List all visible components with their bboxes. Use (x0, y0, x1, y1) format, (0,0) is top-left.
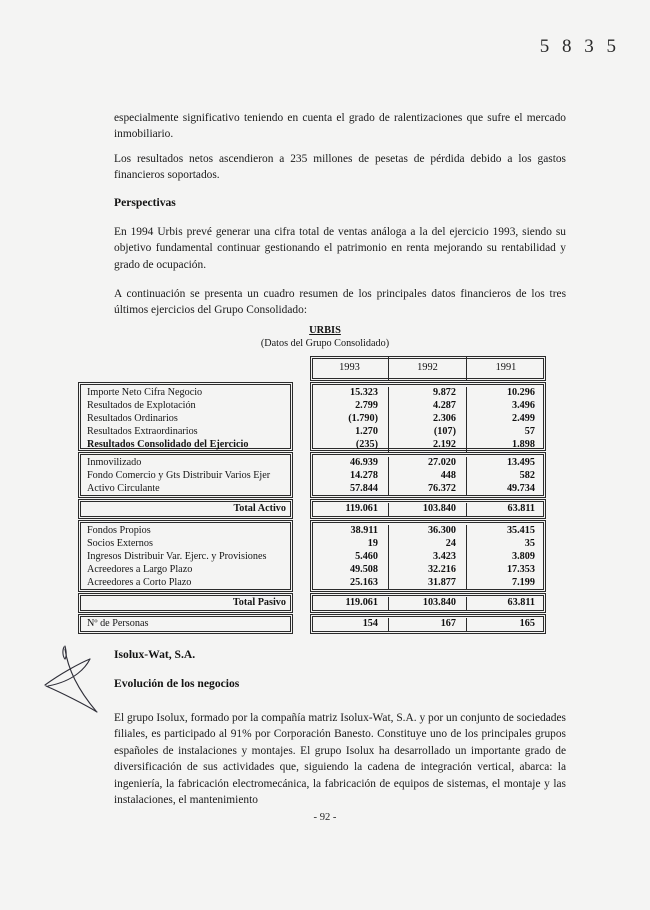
row-label-total-activo: Total Activo (233, 503, 286, 514)
handwritten-margin-mark-icon (42, 641, 114, 719)
label-group-activo (78, 452, 293, 498)
cell-1992: 103.840 (389, 597, 467, 610)
table-row (311, 470, 545, 483)
cell-1991: 10.296 (506, 387, 535, 398)
row-label-importe-neto: Importe Neto Cifra Negocio (87, 387, 203, 398)
cell-1993: 2.799 (311, 400, 389, 413)
cell-1992: 448 (389, 470, 467, 483)
row-label-socios-externos: Socios Externos (87, 537, 153, 549)
table-title-text: URBIS (309, 325, 341, 336)
cell-1993: 19 (311, 538, 389, 551)
row-label-fondo-comercio: Fondo Comercio y Gts Distribuir Varios Ejer (87, 469, 271, 481)
cell-1991: 1.898 (512, 438, 535, 450)
table-row (311, 426, 545, 439)
paragraph-mercado-inmobiliario: especialmente significativo teniendo en cuenta el grado de ralentizaciones que sufre el mercado inmobiliario. (114, 112, 566, 141)
row-label-total-pasivo: Total Pasivo (232, 597, 286, 608)
table-row (311, 483, 545, 496)
table-row (311, 413, 545, 426)
table-subtitle: (Datos del Grupo Consolidado) (260, 338, 390, 349)
label-group-pasivo (78, 520, 293, 592)
cell-1993: 119.061 (311, 503, 389, 516)
row-label-resultados-consolidado: Resultados Consolidado del Ejercicio (87, 438, 249, 450)
table-row (311, 400, 545, 413)
row-label-inmovilizado: Inmovilizado (87, 457, 142, 468)
label-total-pasivo (78, 593, 293, 613)
table-row (311, 564, 545, 577)
cell-1992: 103.840 (389, 503, 467, 516)
table-row (311, 551, 545, 564)
label-total-activo (78, 499, 293, 519)
cell-1993: 38.911 (311, 525, 389, 538)
table-header-row (310, 356, 546, 381)
cell-1993: 119.061 (311, 597, 389, 610)
cell-1993: 46.939 (311, 457, 389, 470)
cell-1992: 31.877 (389, 577, 467, 590)
cell-1991: 582 (519, 469, 535, 481)
table-row (311, 503, 545, 516)
paragraph-cuadro-resumen: A continuación se presenta un cuadro resumen de los principales datos financieros de los tres últimos ejercicios del Grupo Consolidado: (114, 288, 566, 317)
cell-1992: (107) (389, 426, 467, 439)
heading-evolucion-negocios: Evolución de los negocios (114, 677, 240, 690)
cell-1992: 24 (389, 538, 467, 551)
cell-1993: 15.323 (311, 387, 389, 400)
row-label-ingresos-distribuir: Ingresos Distribuir Var. Ejerc. y Provisiones (87, 550, 267, 562)
row-label-resultados-ordinarios: Resultados Ordinarios (87, 412, 178, 424)
label-numero-personas (78, 614, 293, 634)
row-label-resultados-explotacion: Resultados de Explotación (87, 399, 196, 411)
table-row (311, 457, 545, 470)
archive-stamp-number: 5 8 3 5 (539, 36, 620, 57)
cell-1992: 4.287 (389, 400, 467, 413)
cell-1991: 165 (519, 618, 535, 629)
page-folio-number: - 92 - (313, 812, 337, 823)
cell-1992: 2.306 (389, 413, 467, 426)
column-header-1992: 1992 (389, 357, 467, 380)
table-row (311, 439, 545, 452)
values-total-pasivo (310, 593, 546, 613)
cell-1993: (1.790) (311, 413, 389, 426)
cell-1991: 17.353 (506, 563, 535, 575)
cell-1991: 2.499 (512, 412, 535, 424)
label-group-results (78, 382, 293, 451)
paragraph-grupo-isolux: El grupo Isolux, formado por la compañía matriz Isolux-Wat, S.A. y por un conjunto de sociedades filiales, es participado al 91% por Corporación Banesto. Constituye uno de los principales grupos españoles de instalaciones y montajes. El grupo Isolux ha desarrollado un importante grado de diversificación de sus actividades que, siguiendo la cadena de integración vertical, abarca: la ingeniería, la fabricación electromecánica, la fabricación de equipos de sistemas, el montaje y las instalaciones, el mantenimiento (114, 712, 566, 807)
table-row (311, 597, 545, 610)
column-header-1991: 1991 (495, 362, 517, 373)
cell-1993: 154 (311, 618, 389, 631)
cell-1991: 63.811 (507, 503, 535, 514)
cell-1991: 3.496 (512, 399, 535, 411)
heading-perspectivas: Perspectivas (114, 196, 176, 209)
table-row (311, 525, 545, 538)
cell-1992: 2.192 (389, 439, 467, 452)
paragraph-perspectivas-1994: En 1994 Urbis prevé generar una cifra total de ventas análoga a la del ejercicio 1993, siendo su objetivo fundamental continuar gestionando el patrimonio en renta mejorando su rentabilidad y grado de ocupación. (114, 226, 566, 271)
cell-1992: 3.423 (389, 551, 467, 564)
heading-isolux-wat: Isolux-Wat, S.A. (114, 648, 196, 661)
row-label-acreedores-corto-plazo: Acreedores a Corto Plazo (87, 576, 192, 588)
cell-1992: 9.872 (389, 387, 467, 400)
cell-1993: 1.270 (311, 426, 389, 439)
row-label-personas: Nº de Personas (87, 618, 149, 629)
cell-1991: 13.495 (506, 457, 535, 468)
values-numero-personas (310, 614, 546, 634)
row-label-activo-circulante: Activo Circulante (87, 482, 160, 494)
cell-1992: 27.020 (389, 457, 467, 470)
row-label-resultados-extraordinarios: Resultados Extraordinarios (87, 425, 198, 437)
cell-1993: 57.844 (311, 483, 389, 496)
table-row (311, 618, 545, 631)
table-row (311, 577, 545, 590)
cell-1991: 57 (524, 425, 535, 437)
cell-1992: 36.300 (389, 525, 467, 538)
cell-1993: 14.278 (311, 470, 389, 483)
values-group-activo (310, 452, 546, 498)
cell-1992: 167 (389, 618, 467, 631)
cell-1991: 35.415 (506, 525, 535, 536)
values-group-results (310, 382, 546, 451)
cell-1992: 76.372 (389, 483, 467, 496)
paragraph-resultados-netos: Los resultados netos ascendieron a 235 millones de pesetas de pérdida debido a los gastos financieros soportados. (114, 153, 566, 182)
values-total-activo (310, 499, 546, 519)
row-label-fondos-propios: Fondos Propios (87, 525, 151, 536)
cell-1993: 49.508 (311, 564, 389, 577)
cell-1991: 63.811 (507, 597, 535, 608)
row-label-acreedores-largo-plazo: Acreedores a Largo Plazo (87, 563, 193, 575)
cell-1991: 7.199 (512, 576, 535, 588)
cell-1993: (235) (311, 439, 389, 452)
values-group-pasivo (310, 520, 546, 592)
table-row (311, 387, 545, 400)
cell-1993: 5.460 (311, 551, 389, 564)
table-row (311, 538, 545, 551)
cell-1993: 25.163 (311, 577, 389, 590)
cell-1991: 49.734 (506, 482, 535, 494)
table-title (0, 325, 650, 336)
cell-1991: 3.809 (512, 550, 535, 562)
cell-1992: 32.216 (389, 564, 467, 577)
column-header-1993: 1993 (311, 357, 389, 380)
cell-1991: 35 (524, 537, 535, 549)
